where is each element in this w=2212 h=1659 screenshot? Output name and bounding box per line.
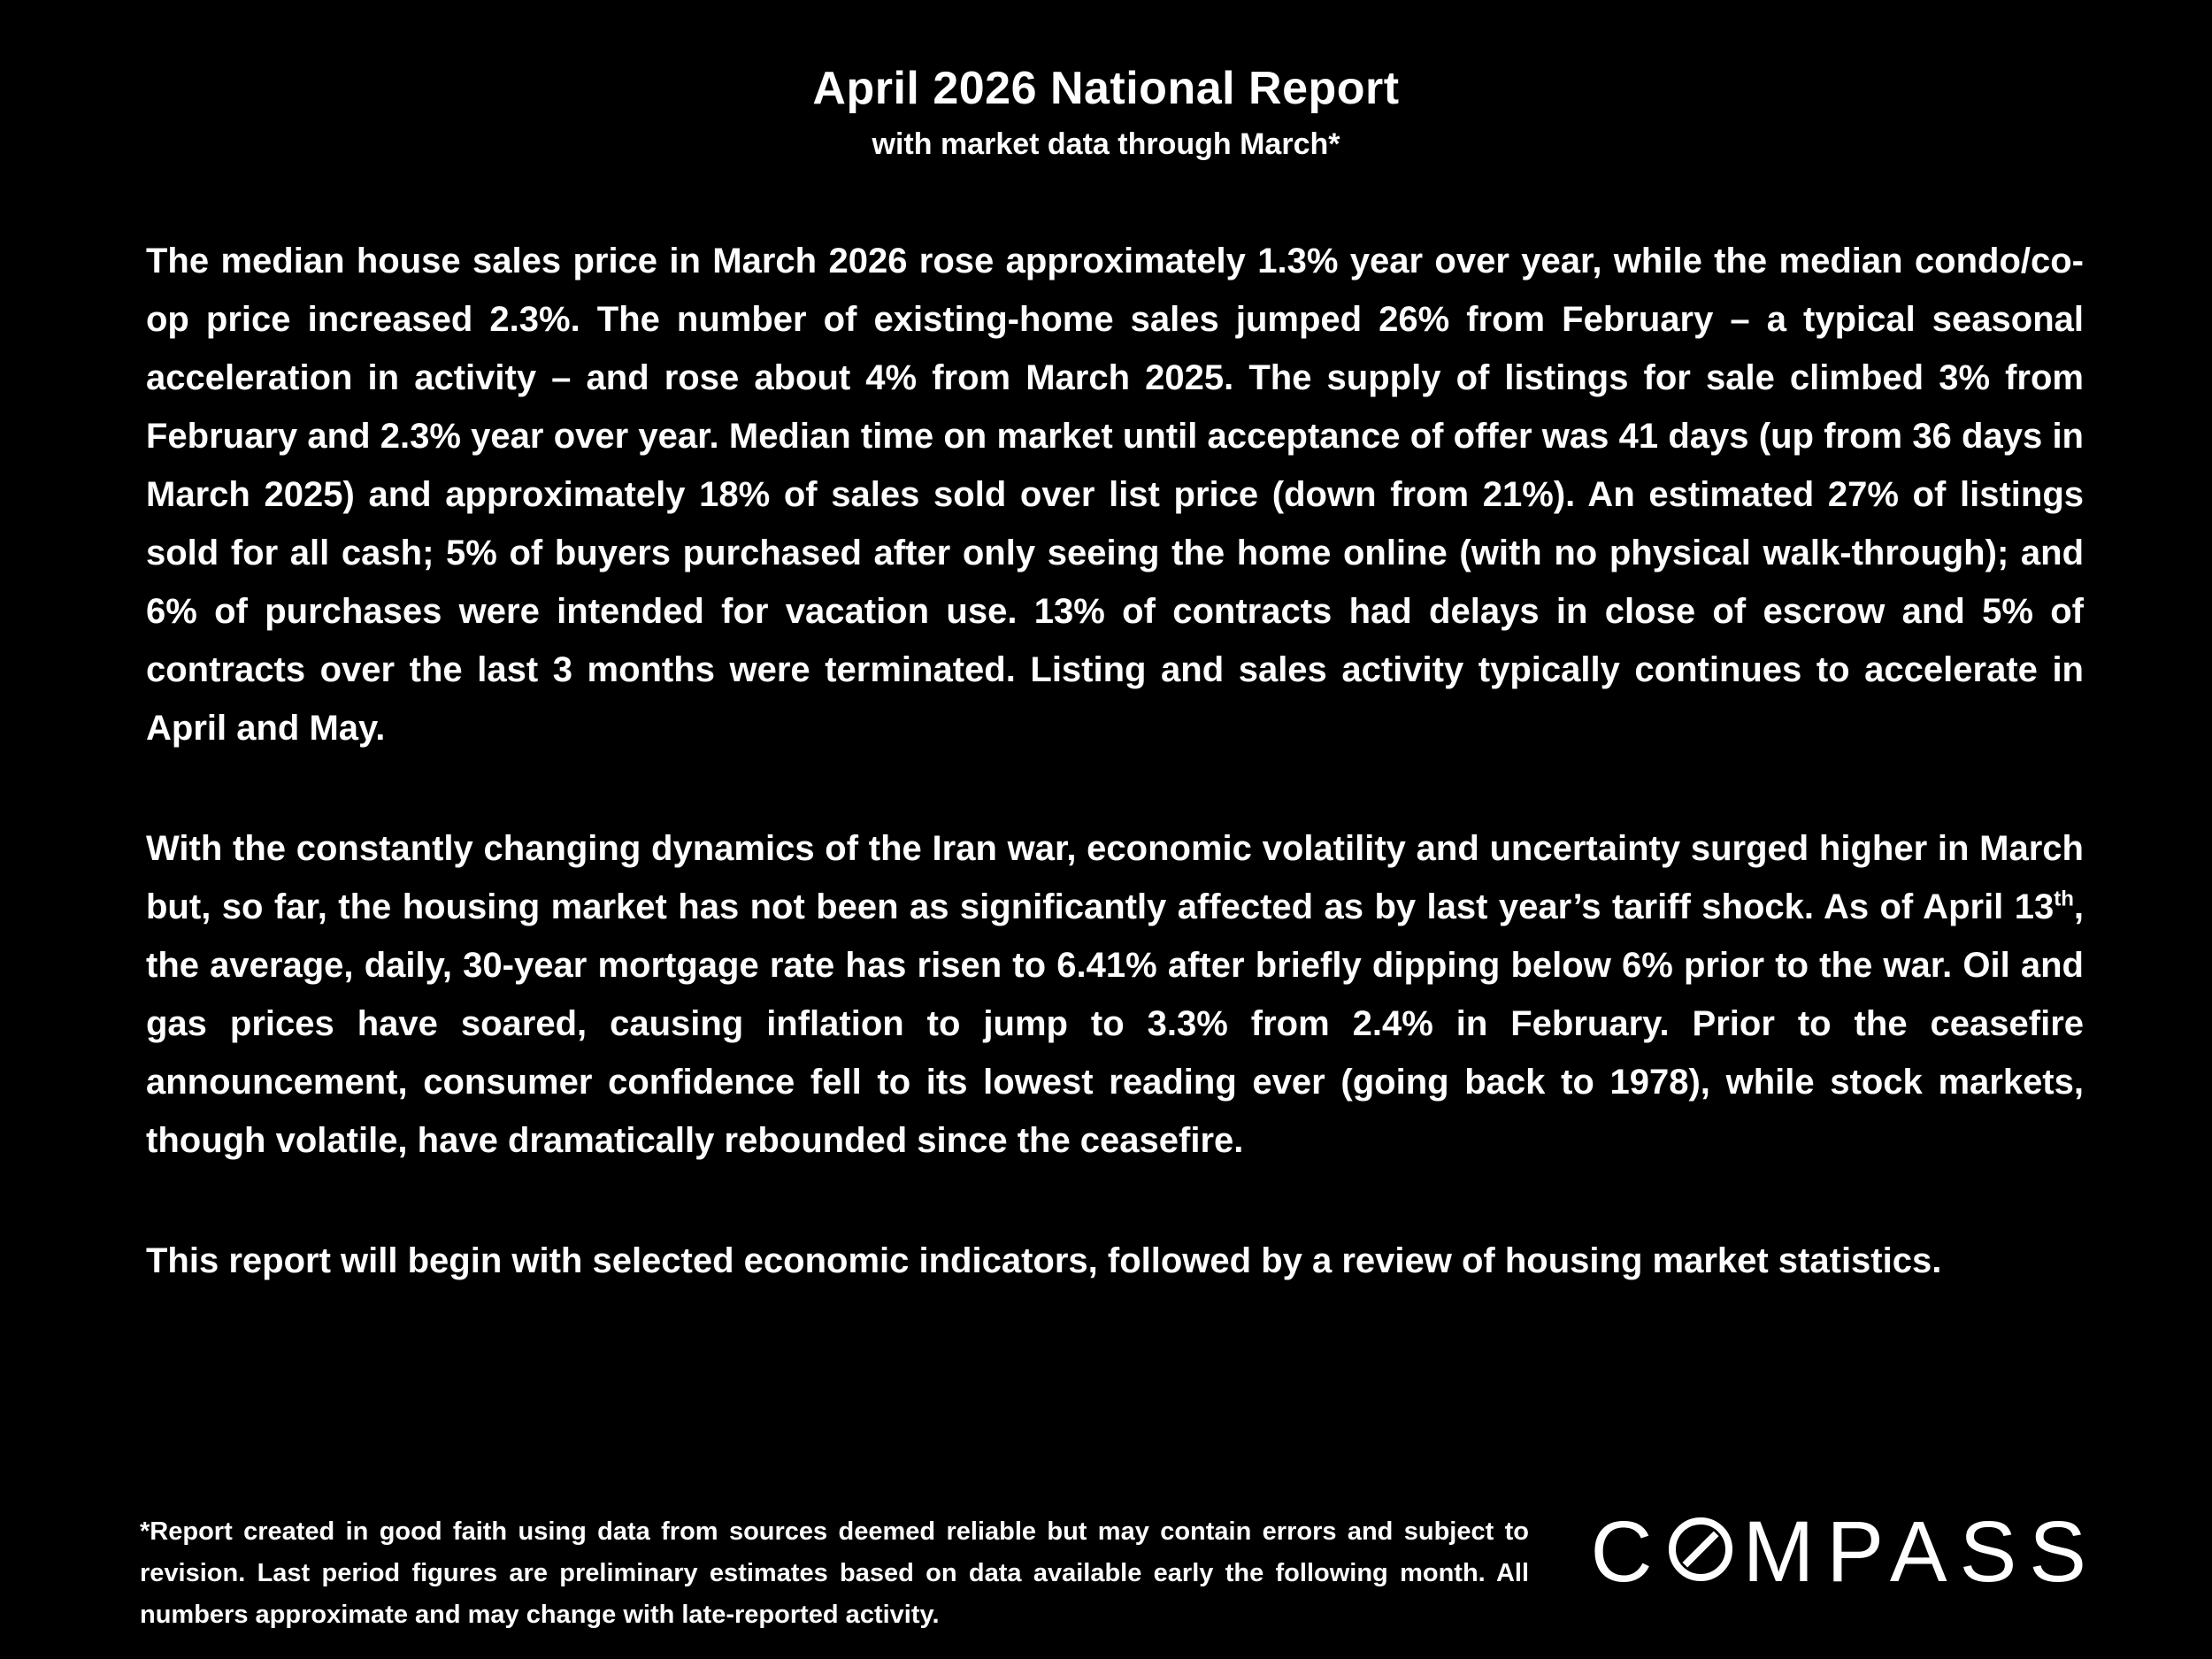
ordinal-superscript: th: [2054, 887, 2074, 911]
paragraph-economic-context: [146, 819, 2084, 1170]
report-body: [146, 232, 2084, 1352]
compass-needle-slash: [1682, 1531, 1718, 1567]
compass-logo-letter-c: C: [1590, 1503, 1665, 1600]
compass-slashed-o-icon: [1669, 1517, 1732, 1581]
disclaimer-footnote: *Report created in good faith using data from sources deemed reliable but may contain errors and subject to revision. Last period figures are preliminary estimates based on data available early the following month. All numbers approximate and may change with late-reported activity.: [140, 1517, 1529, 1629]
compass-logo-letters-mpass: MPASS: [1742, 1503, 2099, 1600]
paragraph-report-intro: This report will begin with selected economic indicators, followed by a review of housing market statistics.: [146, 1241, 1942, 1280]
page-title: April 2026 National Report: [812, 63, 1400, 114]
paragraph-economic-context-text: With the constantly changing dynamics of the Iran war, economic volatility and uncertainty surged higher in March but, so far, the housing market has not been as significantly affected as by last year’s tariff shock. As of April 13: [146, 829, 2084, 926]
paragraph-economic-context-text-cont: , the average, daily, 30-year mortgage rate has risen to 6.41% after briefly dipping below 6% prior to the war. Oil and gas prices have soared, causing inflation to jump to 3.3% from 2.4% in February. Prior to the ceasefire announcement, consumer confidence fell to its lowest reading ever (going back to 1978), while stock markets, though volatile, have dramatically rebounded since the ceasefire.: [146, 887, 2084, 1160]
paragraph-market-summary: The median house sales price in March 2026 rose approximately 1.3% year over year, while the median condo/co-op price increased 2.3%. The number of existing-home sales jumped 26% from February – a typical seasonal acceleration in activity – and rose about 4% from March 2025. The supply of listings for sale climbed 3% from February and 2.3% year over year. Median time on market until acceptance of offer was 41 days (up from 36 days in March 2025) and approximately 18% of sales sold over list price (down from 21%). An estimated 27% of listings sold for all cash; 5% of buyers purchased after only seeing the home online (with no physical walk-through); and 6% of purchases were intended for vacation use. 13% of contracts had delays in close of escrow and 5% of contracts over the last 3 months were terminated. Listing and sales activity typically continues to accelerate in April and May.: [146, 242, 2084, 748]
title-block: [0, 0, 2212, 162]
page-subtitle: with market data through March*: [872, 127, 1340, 161]
compass-logo: [1591, 1502, 2099, 1601]
